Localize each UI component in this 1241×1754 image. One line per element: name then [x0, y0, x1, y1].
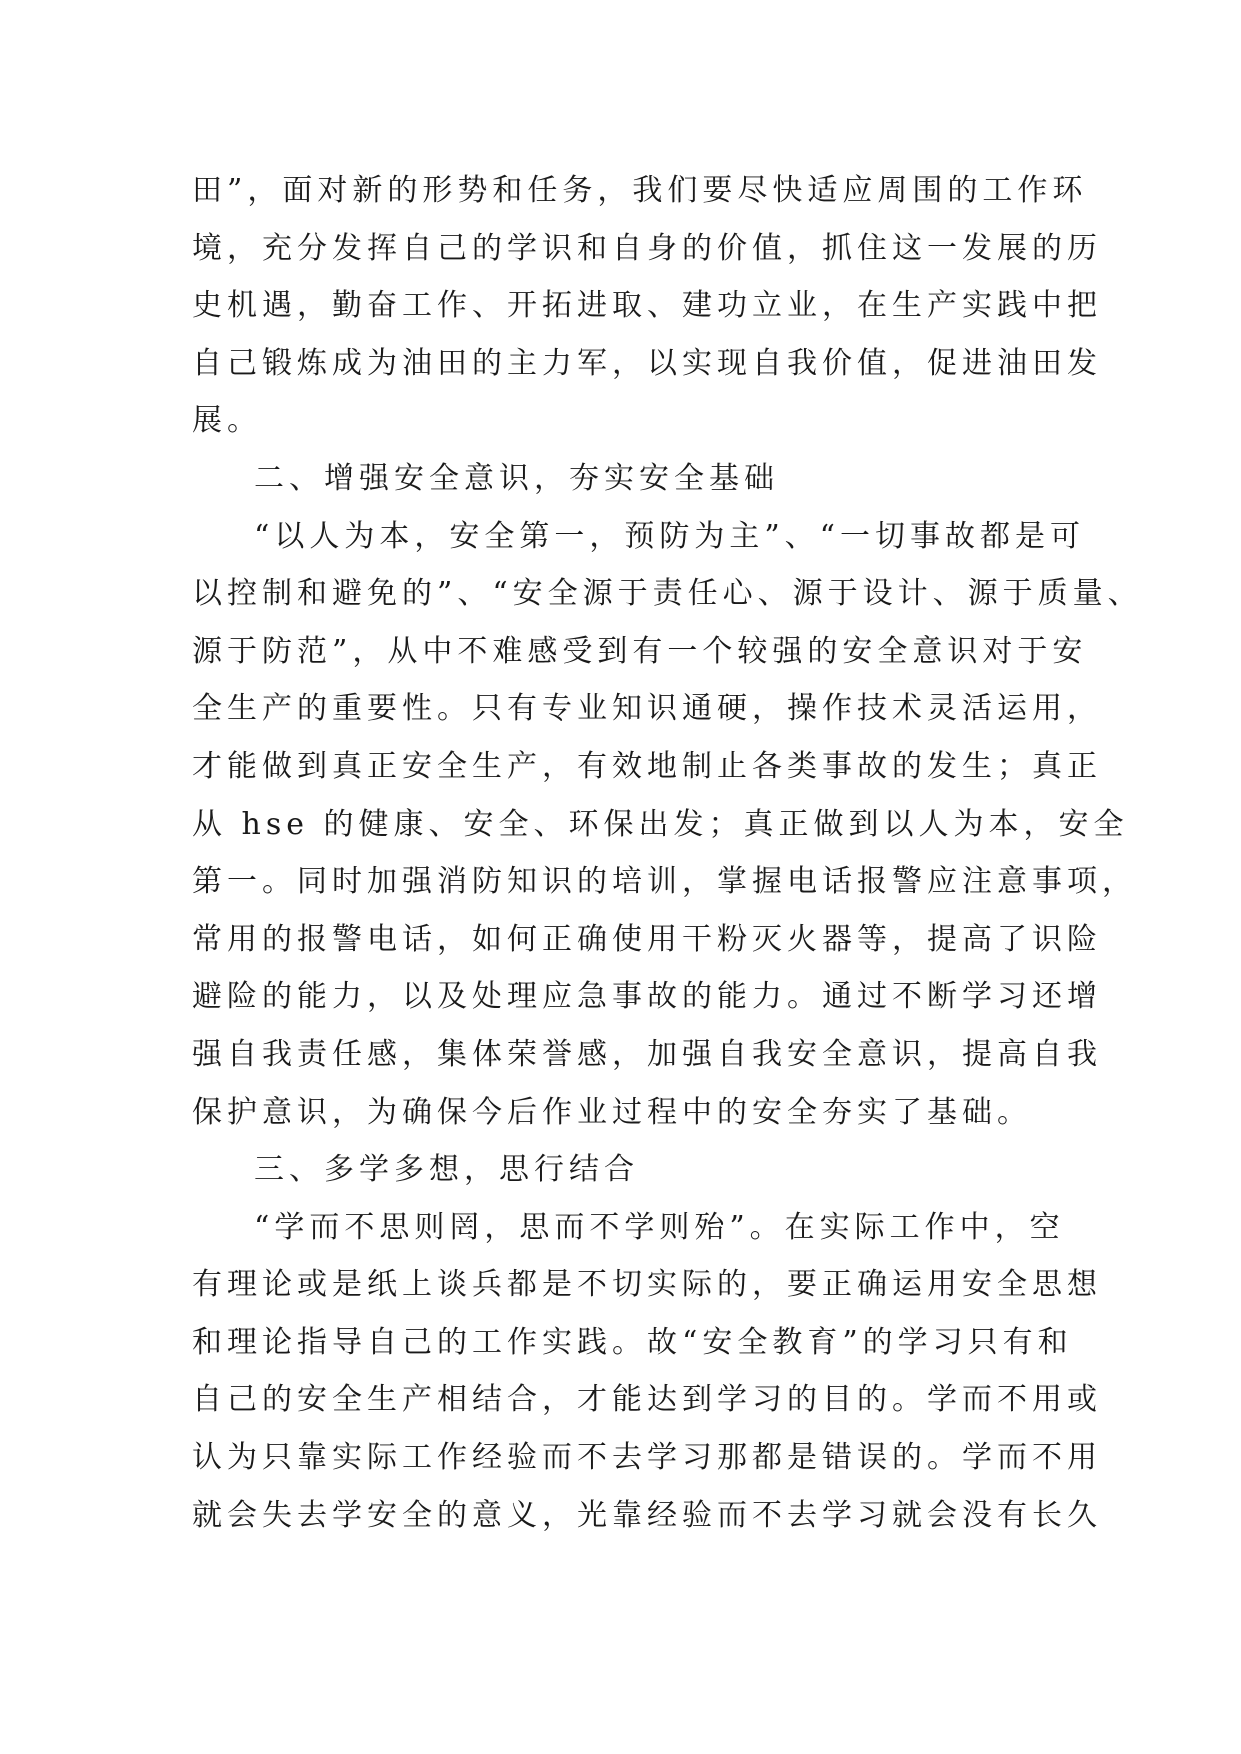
text-line: 第一。同时加强消防知识的培训，掌握电话报警应注意事项，	[192, 864, 1137, 900]
text-line: “以人为本，安全第一，预防为主”、“一切事故都是可	[254, 518, 1086, 554]
text-line: 避险的能力，以及处理应急事故的能力。通过不断学习还增	[192, 979, 1102, 1015]
document-body	[192, 162, 1143, 1544]
text-line: 源于防范”，从中不难感受到有一个较强的安全意识对于安	[192, 633, 1088, 669]
section-heading: 二、增强安全意识，夯实安全基础	[254, 460, 779, 496]
text-line: 自己锻炼成为油田的主力军，以实现自我价值，促进油田发	[192, 345, 1102, 381]
section-heading: 三、多学多想，思行结合	[254, 1152, 639, 1188]
text-line: 田”，面对新的形势和任务，我们要尽快适应周围的工作环	[192, 173, 1088, 208]
text-line: 全生产的重要性。只有专业知识通硬，操作技术灵活运用，	[192, 691, 1102, 727]
text-line: 展。	[192, 403, 262, 439]
text-line: 常用的报警电话，如何正确使用干粉灭火器等，提高了识险	[192, 921, 1102, 957]
text-line: “学而不思则罔，思而不学则殆”。在实际工作中，空	[254, 1209, 1065, 1245]
text-line: 境，充分发挥自己的学识和自身的价值，抓住这一发展的历	[192, 230, 1102, 266]
text-line: 就会失去学安全的意义，光靠经验而不去学习就会没有长久	[192, 1497, 1102, 1533]
text-line: 保护意识，为确保今后作业过程中的安全夯实了基础。	[192, 1094, 1032, 1130]
text-line: 自己的安全生产相结合，才能达到学习的目的。学而不用或	[192, 1382, 1102, 1418]
text-line: 史机遇，勤奋工作、开拓进取、建功立业，在生产实践中把	[192, 288, 1102, 324]
text-line: 强自我责任感，集体荣誉感，加强自我安全意识，提高自我	[192, 1036, 1102, 1072]
text-line: 和理论指导自己的工作实践。故“安全教育”的学习只有和	[192, 1324, 1073, 1360]
text-line: 有理论或是纸上谈兵都是不切实际的，要正确运用安全思想	[192, 1267, 1102, 1303]
text-line: 认为只靠实际工作经验而不去学习那都是错误的。学而不用	[192, 1440, 1102, 1476]
text-line: 从 hse 的健康、安全、环保出发；真正做到以人为本，安全	[192, 806, 1129, 842]
text-line: 以控制和避免的”、“安全源于责任心、源于设计、源于质量、	[192, 576, 1143, 612]
text-line: 才能做到真正安全生产，有效地制止各类事故的发生；真正	[192, 748, 1102, 784]
